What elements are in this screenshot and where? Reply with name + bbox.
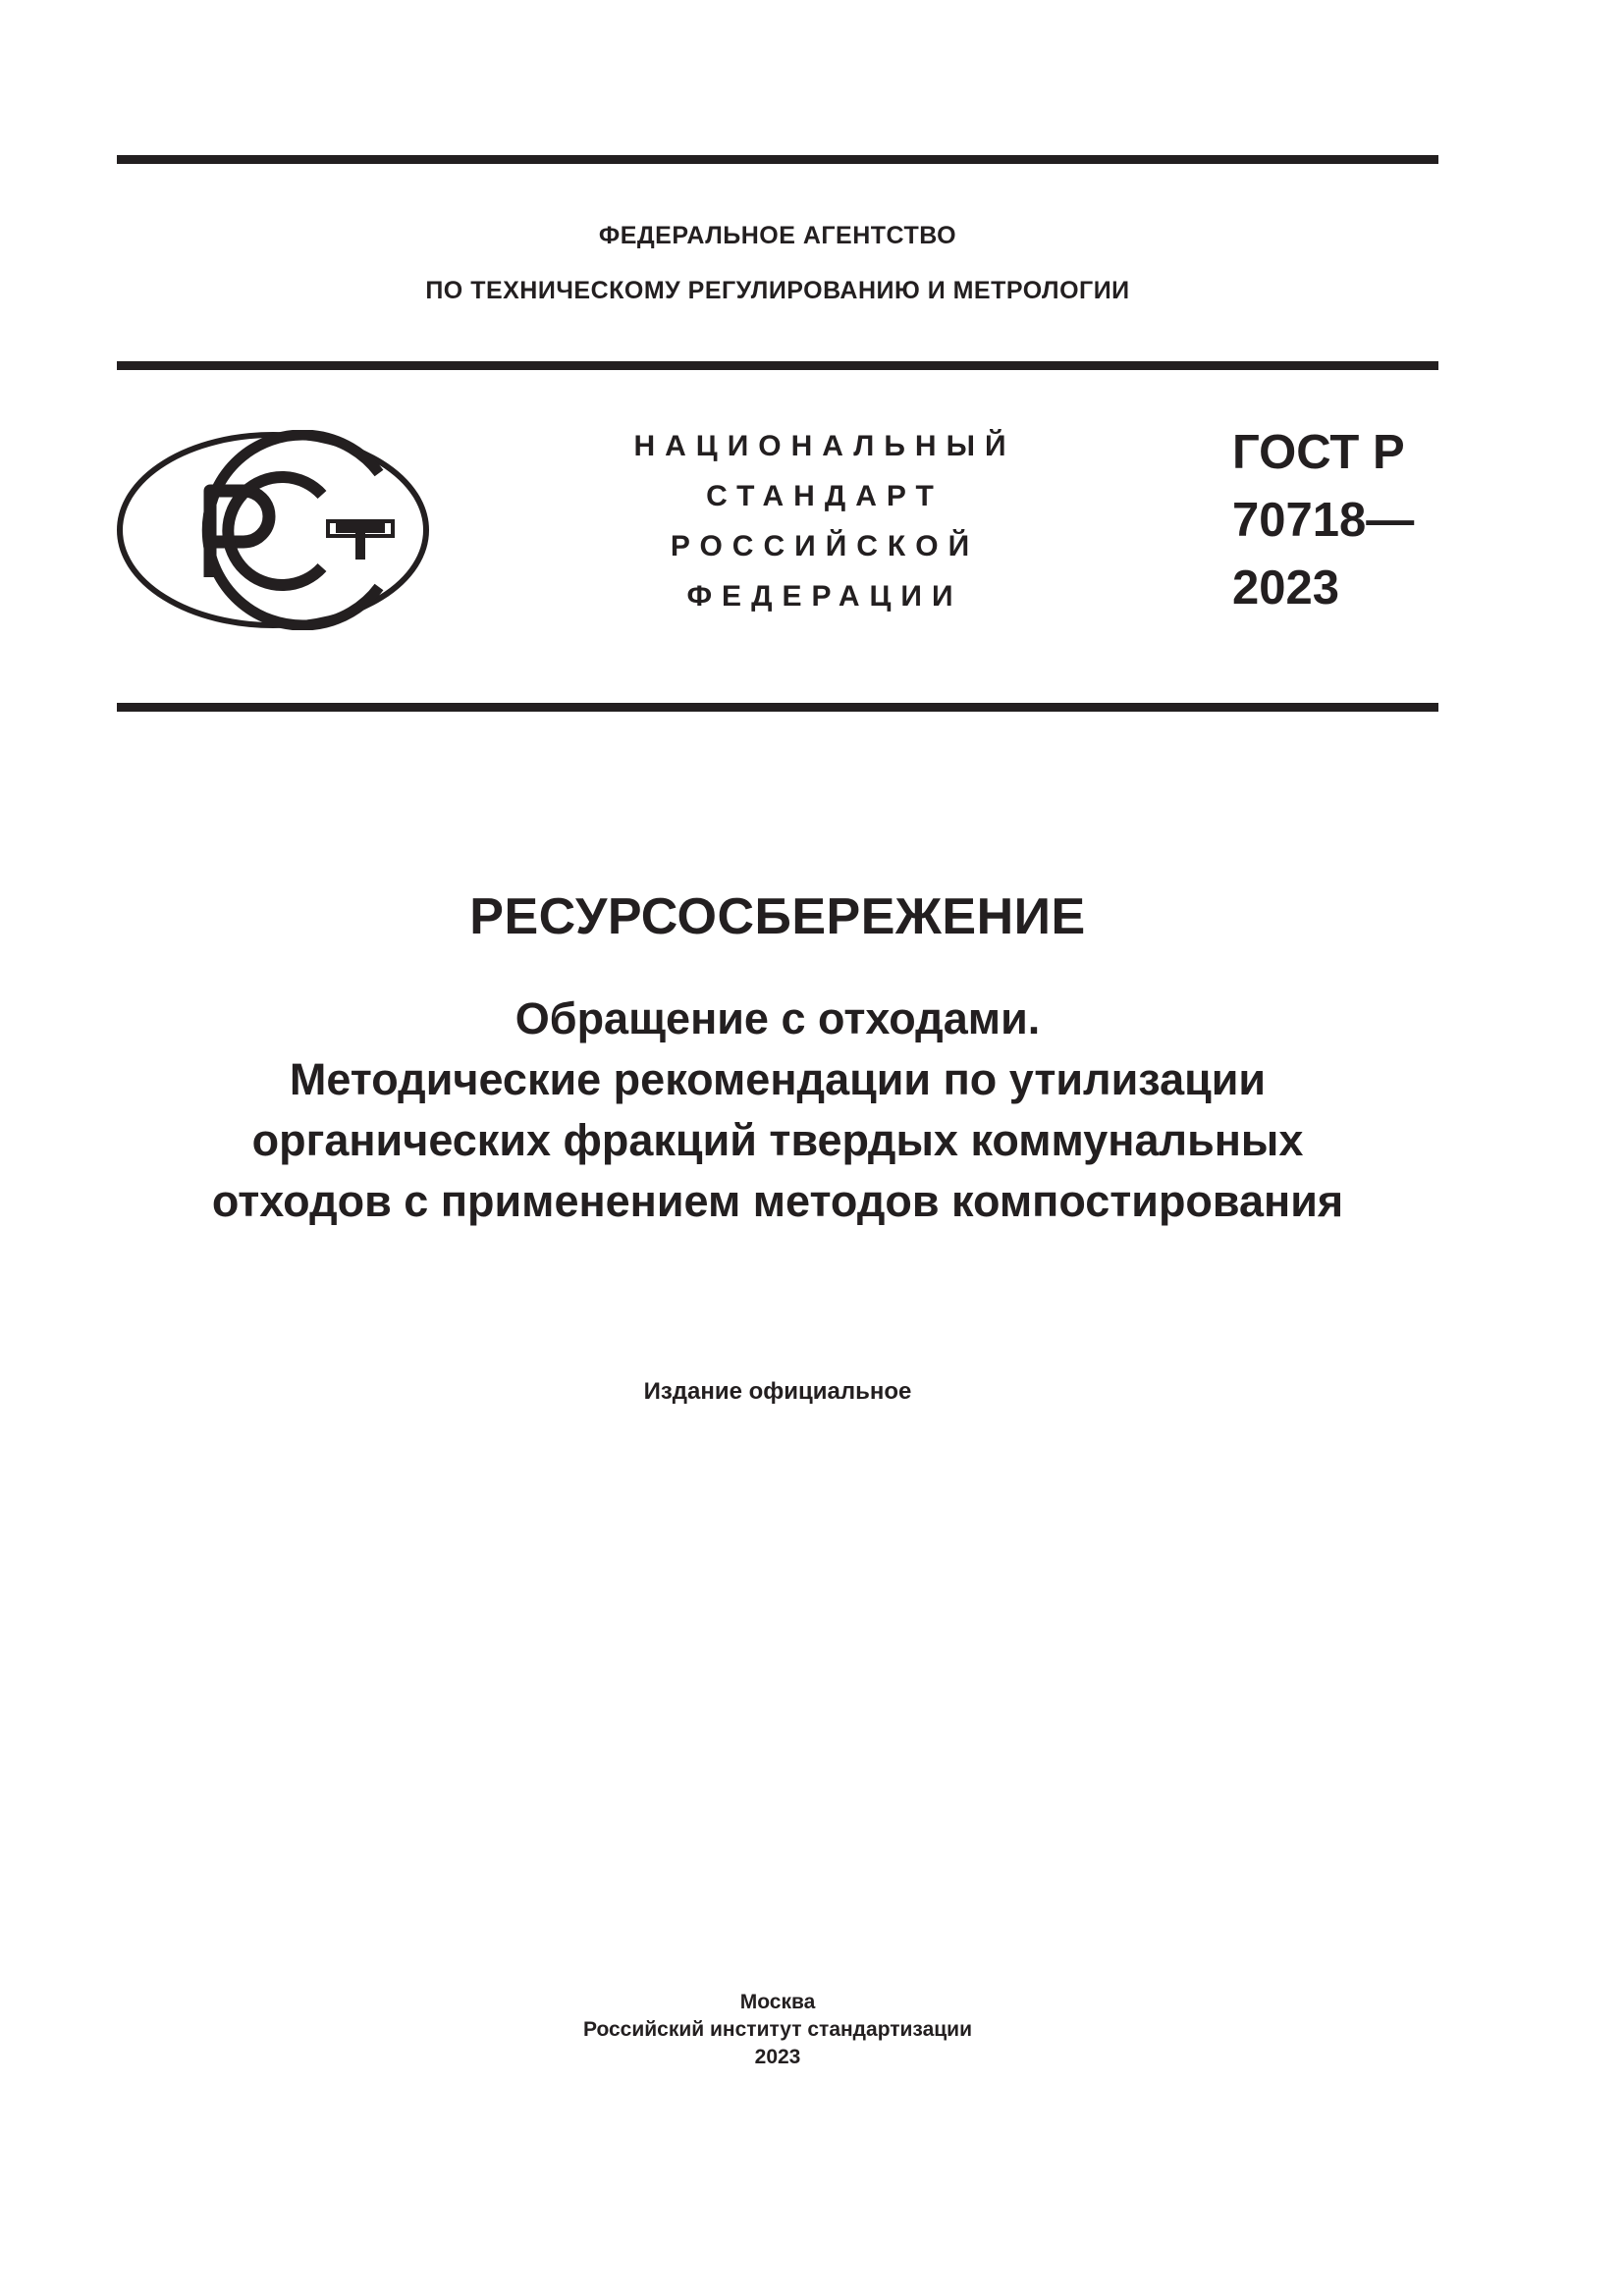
designation-line-1: ГОСТ Р xyxy=(1232,426,1405,479)
subtitle-line-1: Обращение с отходами. xyxy=(514,993,1041,1043)
designation-line-3: 2023 xyxy=(1232,561,1340,614)
imprint-city: Москва xyxy=(739,1991,816,2013)
agency-name-line-1: ФЕДЕРАЛЬНОЕ АГЕНТСТВО xyxy=(598,222,957,249)
imprint-year: 2023 xyxy=(754,2046,801,2068)
standard-type-line-1: НАЦИОНАЛЬНЫЙ xyxy=(633,430,1016,462)
designation-line-2: 70718— xyxy=(1232,494,1415,547)
subtitle-line-3: органических фракций твердых коммунальных xyxy=(251,1115,1304,1165)
document-title: РЕСУРСОСБЕРЕЖЕНИЕ xyxy=(469,888,1086,945)
standard-type-line-2: СТАНДАРТ xyxy=(706,480,944,512)
agency-name-line-2: ПО ТЕХНИЧЕСКОМУ РЕГУЛИРОВАНИЮ И МЕТРОЛОГИИ xyxy=(425,277,1130,304)
edition-note: Издание официальное xyxy=(643,1378,912,1405)
standard-type-line-4: ФЕДЕРАЦИИ xyxy=(686,580,963,613)
subtitle-line-2: Методические рекомендации по утилизации xyxy=(289,1054,1267,1104)
top-rule xyxy=(117,155,1438,164)
standard-type-line-3: РОССИЙСКОЙ xyxy=(670,530,980,562)
header-rule xyxy=(117,361,1438,370)
subtitle-line-4: отходов с применением методов компостирования xyxy=(211,1176,1344,1226)
designation-rule xyxy=(117,703,1438,712)
imprint-publisher: Российский институт стандартизации xyxy=(582,2018,973,2041)
rst-certification-mark-icon xyxy=(116,430,430,630)
